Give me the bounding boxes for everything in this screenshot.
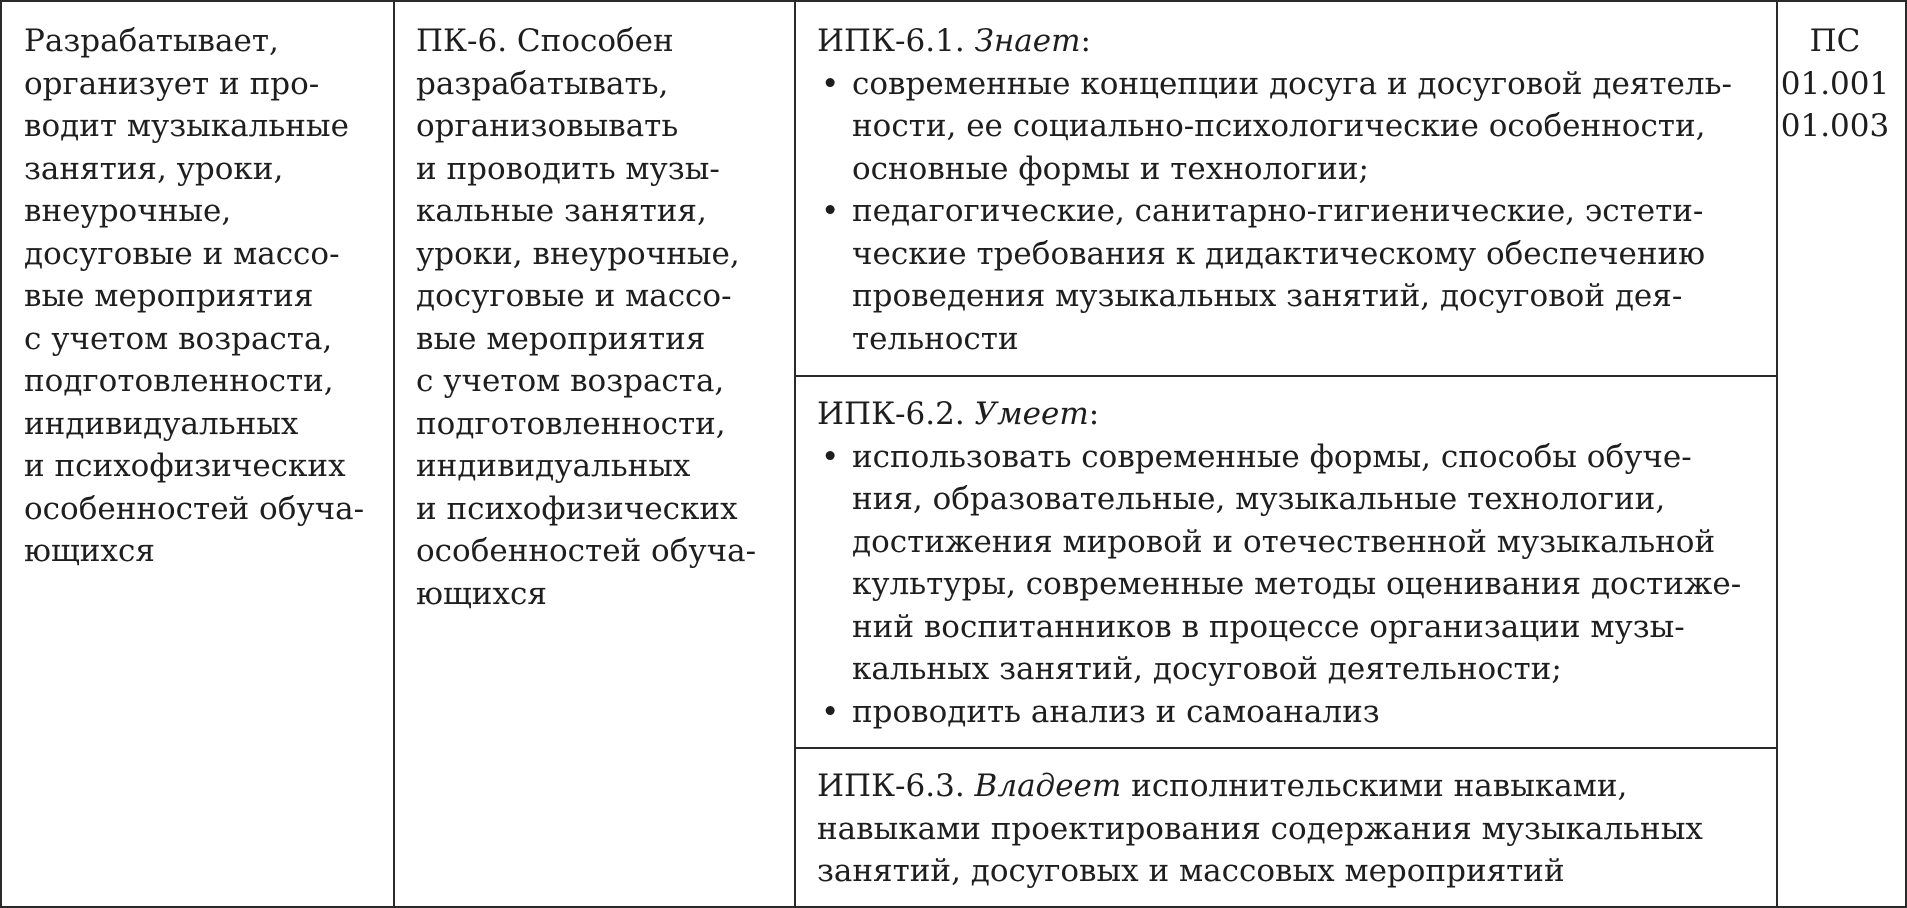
list-item: • проводить анализ и самоанализ <box>817 691 1777 734</box>
competency-cell: ПК-6. Способен разрабатывать, организовывать и проводить музы- кальные занятия, уроки, внеурочные, досуговые и массо- вые мероприятия с учетом возраста, подготовленности, индивидуальных и психофизических особенностей обуча- ющихся <box>416 23 757 612</box>
bullet-icon: • <box>821 693 840 730</box>
professional-standard-cell: ПС 01.001 01.003 <box>1780 23 1890 144</box>
column-divider <box>393 2 395 906</box>
column-divider <box>794 2 796 906</box>
labor-function-cell: Разрабатывает, организует и про- водит музыкальные занятия, уроки, внеурочные, досуговые и массо- вые мероприятия с учетом возраста, подготовленности, индивидуальных и психофизических особенностей обуча- ющихся <box>24 23 365 569</box>
bullet-icon: • <box>821 193 840 229</box>
indicator-heading: ИПК-6.2. Умеет: <box>817 396 1100 432</box>
list-item: • использовать современные формы, способы обуче- ния, образовательные, музыкальные технологии, достижения мировой и отечественной музыкальной культуры, современные методы оценивания достиже- ний воспитанников в процессе организации музы- кальных занятий, досуговой деятельности; <box>817 436 1777 691</box>
indicator-6-1 <box>817 20 1777 360</box>
bullet-icon: • <box>821 65 840 102</box>
row-divider <box>794 747 1778 749</box>
bullet-list <box>817 63 1777 361</box>
indicator-6-3: ИПК-6.3. Владеет исполнительскими навыками, навыками проектирования содержания музыкальных занятий, досуговых и массовых мероприятий <box>817 768 1703 889</box>
row-divider <box>794 375 1778 377</box>
bullet-list <box>817 436 1777 734</box>
bullet-icon: • <box>821 438 840 475</box>
indicator-heading: ИПК-6.1. Знает: <box>817 23 1091 59</box>
list-item: • педагогические, санитарно-гигиенические, эстети- ческие требования к дидактическому обеспечению проведения музыкальных занятий, досуговой дея- тельности <box>817 190 1777 360</box>
indicator-6-2 <box>817 393 1777 733</box>
list-item: • современные концепции досуга и досуговой деятель- ности, ее социально-психологические особенности, основные формы и технологии; <box>817 63 1777 191</box>
